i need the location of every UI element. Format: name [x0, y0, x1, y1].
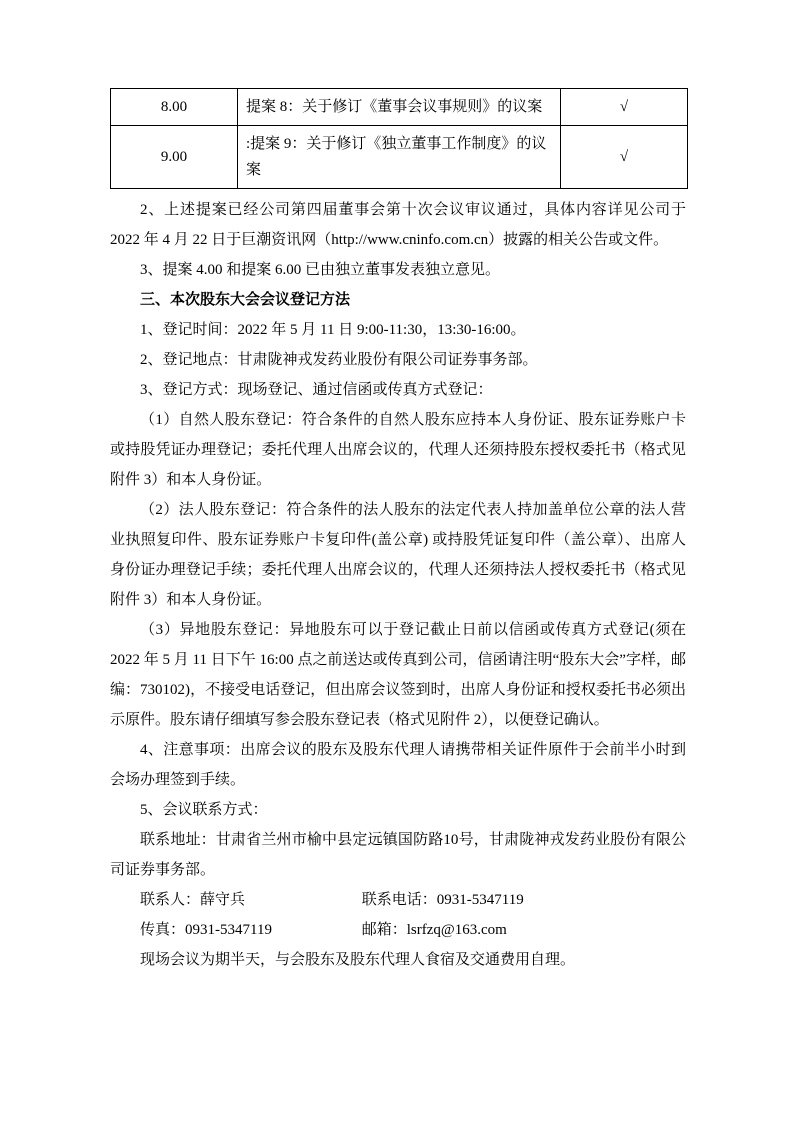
para-notes: 4、注意事项：出席会议的股东及股东代理人请携带相关证件原件于会前半小时到会场办理签到手续。	[110, 742, 686, 788]
para-contact-address: 联系地址：甘肃省兰州市榆中县定远镇国防路10号，甘肃陇神戎发药业股份有限公司证券事务部。	[110, 832, 686, 878]
document-body	[110, 195, 686, 975]
para-registration-place: 2、登记地点：甘肃陇神戎发药业股份有限公司证券事务部。	[140, 352, 538, 368]
para-independent-opinion: 3、提案 4.00 和提案 6.00 已由独立董事发表独立意见。	[140, 262, 501, 278]
para-natural-person-registration: （1）自然人股东登记：符合条件的自然人股东应持本人身份证、股东证券账户卡或持股凭证办理登记；委托代理人出席会议的，代理人还须持股东授权委托书（格式见附件 3）和本人身份证。	[110, 412, 686, 488]
para-legal-person-registration: （2）法人股东登记：符合条件的法人股东的法定代表人持加盖单位公章的法人营业执照复印件、股东证券账户卡复印件(盖公章) 或持股凭证复印件（盖公章）、出席人身份证办理登记手续；委托代理人出席会议的，代理人还须持法人授权委托书（格式见附件 3）和本人身份证。	[110, 502, 686, 608]
proposal-number: 8.00	[111, 89, 238, 126]
para-closing-note: 现场会议为期半天，与会股东及股东代理人食宿及交通费用自理。	[140, 952, 576, 968]
table-row	[111, 89, 688, 126]
para-contact-method-heading: 5、会议联系方式：	[140, 802, 268, 818]
contact-row-person-phone	[110, 885, 686, 915]
vote-checkmark: √	[561, 89, 688, 126]
section-heading-registration-method: 三、本次股东大会会议登记方法	[140, 292, 351, 308]
proposal-number: 9.00	[111, 126, 238, 189]
para-registration-time: 1、登记时间：2022 年 5 月 11 日 9:00-11:30，13:30-16:00。	[140, 322, 526, 338]
contact-person: 联系人：薛守兵	[140, 892, 246, 908]
proposal-title: 提案 8：关于修订《董事会议事规则》的议案	[238, 89, 561, 126]
proposal-table	[110, 88, 688, 189]
para-proposal-approval: 2、上述提案已经公司第四届董事会第十次会议审议通过，具体内容详见公司于 2022 年 4 月 22 日于巨潮资讯网（http://www.cninfo.com.cn）披露的相关公告或文件。	[110, 202, 686, 248]
para-registration-way: 3、登记方式：现场登记、通过信函或传真方式登记：	[140, 382, 493, 398]
contact-fax: 传真：0931-5347119	[140, 922, 272, 938]
para-remote-shareholder-registration: （3）异地股东登记：异地股东可以于登记截止日前以信函或传真方式登记(须在 2022 年 5 月 11 日下午 16:00 点之前送达或传真到公司，信函请注明“股东大会”字样，邮编：730102)，不接受电话登记，但出席会议签到时，出席人身份证和授权委托书必须出示原件。股东请仔细填写参会股东登记表（格式见附件 2），以便登记确认。	[110, 622, 686, 728]
table-row	[111, 126, 688, 189]
contact-row-fax-email	[110, 915, 686, 945]
proposal-title: :提案 9：关于修订《独立董事工作制度》的议案	[238, 126, 561, 189]
contact-phone: 联系电话：0931-5347119	[361, 892, 524, 908]
vote-checkmark: √	[561, 126, 688, 189]
contact-email: 邮箱：lsrfzq@163.com	[361, 922, 507, 938]
